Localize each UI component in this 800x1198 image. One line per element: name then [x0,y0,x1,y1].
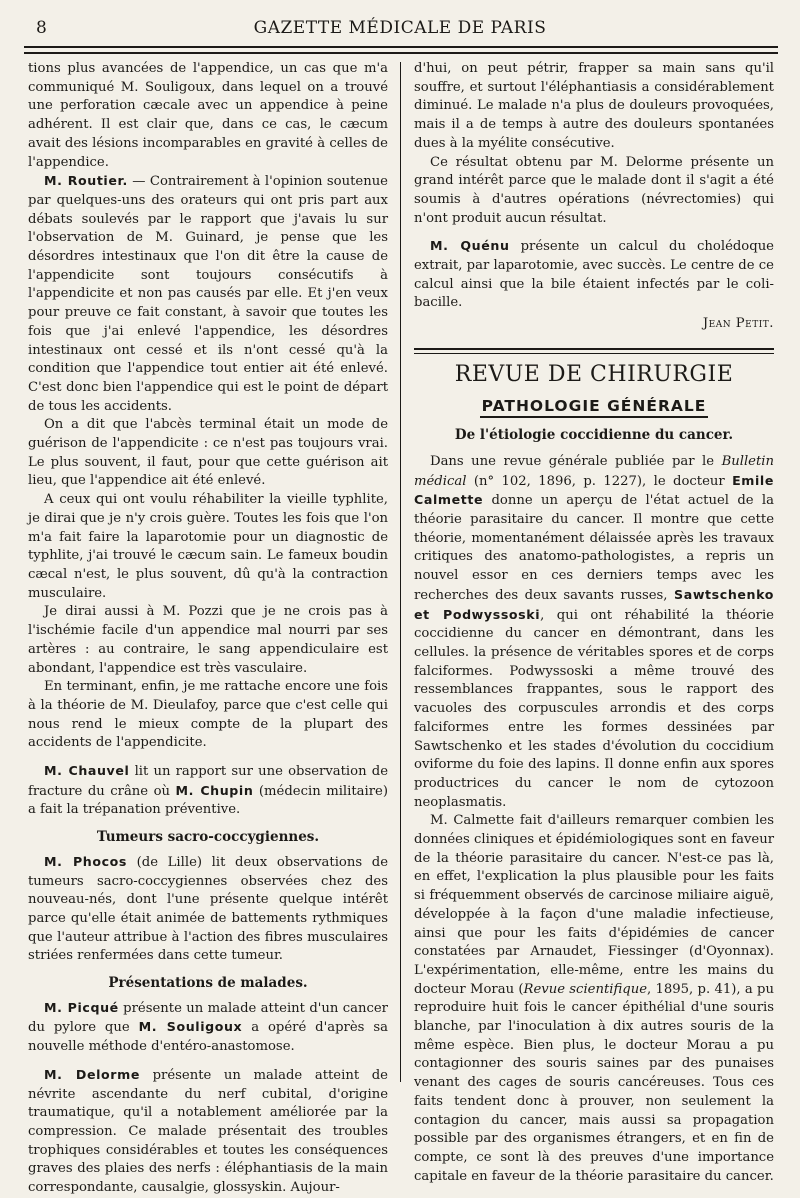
subsection-title: PATHOLOGIE GÉNÉRALE [414,397,774,419]
speaker-name: M. Chupin [175,782,254,798]
paragraph: M. Calmette fait d'ailleurs remarquer combien les données cliniques et épidémiologiques sont en faveur de la théorie parasitaire du cancer. N'est-ce pas là, en effet, l'explication la plus plausible pour les faits si fréquemment observés de carcinose miliaire aiguë, développée à la façon d'une maladie infectieuse, ainsi que pour les faits d'épidémies de cancer constatées par Arnaudet, Fiessinger (d'Oyonnax). L'expérimentation, elle-même, entre les mains du docteur Morau (Revue scientifique, 1895, p. 41), a pu reproduire huit fois le cancer épithélial d'une souris blanche, par l'inoculation à dix autres souris de la même espèce. Bien plus, le docteur Morau a pu contagionner des souris saines par des punaises venant des cages de souris cancéreuses. Tous ces faits tendent donc à prouver, non seulement la contagion du cancer, mais aussi sa propagation possible par des organismes étrangers, et en fin de compte, ce sont là des preuves d'une importance capitale en faveur de la théorie parasitaire du cancer. [414,813,774,1184]
journal-citation: Bulletin médical [414,453,774,489]
speaker-name: M. Delorme [44,1066,140,1082]
paragraph: Dans une revue générale publiée par le Bulletin médical (n° 102, 1896, p. 1227), le docteur Emile Calmette donne un aperçu de l'état actuel de la théorie parasitaire du cancer. Il montre que cette théorie, momentanément délaissée après les travaux critiques des anatomo-pathologistes, a repris un nouvel essor en ces derniers temps avec les recherches des deux savants russes, Sawtschenko et Podwyssoski, qui ont réhabilité la théorie coccidienne du cancer en démontrant, dans les cellules. la présence de véritables spores et de corps falciformes. Podwyssoski a même trouvé des ressemblances frappantes, sous le rapport des vacuoles des corpuscules arrondis et des corps falciformes entre les formes dessinées par Sawtschenko et les stades d'évolution du coccidium oviforme du foie des lapins. Il donne enfin aux spores productrices du cancer le nom de cytozoon neoplasmatis. [414,453,774,810]
subheading: Présentations de malades. [108,975,308,992]
paragraph: M. Delorme présente un malade atteint de névrite ascendante du nerf cubital, d'origine traumatique, qu'il a notablement améliorée par la compression. Ce malade présentait des troubles trophiques considérables et toutes les conséquences graves des plaies des nerfs : éléphantiasis de la main correspondante, causalgie, glossyskin. Aujour- [28,1066,388,1196]
paragraph: M. Quénu présente un calcul du cholédoque extrait, par laparotomie, avec succès. Le centre de ce calcul ainsi que la bile étaient infectés par le coli-bacille. [414,238,774,311]
author-signature: Jean Petit. [702,316,774,332]
paragraph: d'hui, on peut pétrir, frapper sa main sans qu'il souffre, et surtout l'éléphantiasis a considérablement diminué. Le malade n'a plus de douleurs provoquées, mais il a de temps à autre des douleurs spontanées dues à la myélite consécutive. [414,61,774,151]
paragraph: M. Picqué présente un malade atteint d'un cancer du pylore que M. Souligoux a opéré d'après sa nouvelle méthode d'entéro-anastomose. [28,999,388,1055]
paragraph: Je dirai aussi à M. Pozzi que je ne crois pas à l'ischémie facile d'un appendice mal nourri par ses artères : au contraire, le sang appendiculaire est abondant, l'appendice est très vasculaire. [28,604,388,676]
paragraph: M. Chauvel lit un rapport sur une observation de fracture du crâne où M. Chupin (médecin militaire) a fait la trépanation préventive. [28,763,388,818]
section-rule [414,348,774,354]
speaker-name: M. Quénu [430,238,510,254]
paragraph: tions plus avancées de l'appendice, un cas que m'a communiqué M. Souligoux, dans lequel on a trouvé une perforation cæcale avec un appendice à peine adhérent. Il est clair que, dans ce cas, le cæcum avait des lésions incomparables en gravité à celles de l'appendice. [28,61,388,170]
author-name: Sawtschenko et Podwyssoski [414,586,774,622]
paragraph: A ceux qui ont voulu réhabiliter la vieille typhlite, je dirai que je n'y crois guère. Toutes les fois que l'on m'a fait faire la laparotomie pour un diagnostic de typhlite, j'ai trouvé le cæcum sain. Le fameux boudin cæcal n'est, le plus souvent, dû qu'à la contraction musculaire. [28,492,388,601]
article-title: De l'étiologie coccidienne du cancer. [454,427,734,444]
page-number: 8 [36,18,47,38]
paragraph: On a dit que l'abcès terminal était un mode de guérison de l'appendicite : ce n'est pas toujours vrai. Le plus souvent, il faut, pour que cette guérison ait lieu, que l'appendice ait été enlevé. [28,417,388,489]
paragraph [28,172,388,416]
header-rule [24,46,778,54]
paragraph-text: — Contrairement à l'opinion soutenue par quelques-uns des orateurs qui ont pris part aux débats soulevés par le rapport que j'avais lu sur l'observation de M. Guinard, je pense que les désordres intestinaux que l'on dit être la cause de l'appendicite sont toujours consécutifs à l'appendicite et non pas causés par elle. Et j'en veux pour preuve ce fait constant, à savoir que toutes les fois que j'ai enlevé l'appendice, les désordres intestinaux ont cessé et ils n'ont cessé qu'à la condition que l'appendice tout entier ait été enlevé. C'est donc bien l'appendice qui est le point de départ de tous les accidents. [28,174,388,414]
section-title: REVUE DE CHIRURGIE [454,361,734,387]
speaker-name: M. Chauvel [44,763,130,779]
speaker-name: M. Souligoux [138,1019,243,1035]
paragraph: Ce résultat obtenu par M. Delorme présente un grand intérêt parce que le malade dont il s'agit a été soumis à d'autres opérations (névrectomies) qui n'ont produit aucun résultat. [414,154,774,226]
author-name: Emile Calmette [414,472,774,508]
running-head: GAZETTE MÉDICALE DE PARIS [253,18,547,38]
left-column [28,60,388,1198]
speaker-name: M. Picqué [44,999,119,1015]
paragraph: En terminant, enfin, je me rattache encore une fois à la théorie de M. Dieulafoy, parce que c'est celle qui nous rend le mieux compte de la plupart des accidents de l'appendicite. [28,679,388,751]
speaker-name: M. Phocos [44,853,128,869]
speaker-name: M. Routier. [44,173,128,189]
right-column [414,60,774,1186]
journal-citation: Revue scientifique [523,981,648,997]
paragraph: M. Phocos (de Lille) lit deux observations de tumeurs sacro-coccygiennes observées chez des nouveau-nés, dont l'une présente quelque intérêt parce qu'elle était animée de battements rythmiques que l'auteur attribue à l'action des fibres musculaires striées renfermées dans cette tumeur. [28,853,389,964]
subheading: Tumeurs sacro-coccygiennes. [96,829,320,846]
column-divider [400,62,401,1082]
